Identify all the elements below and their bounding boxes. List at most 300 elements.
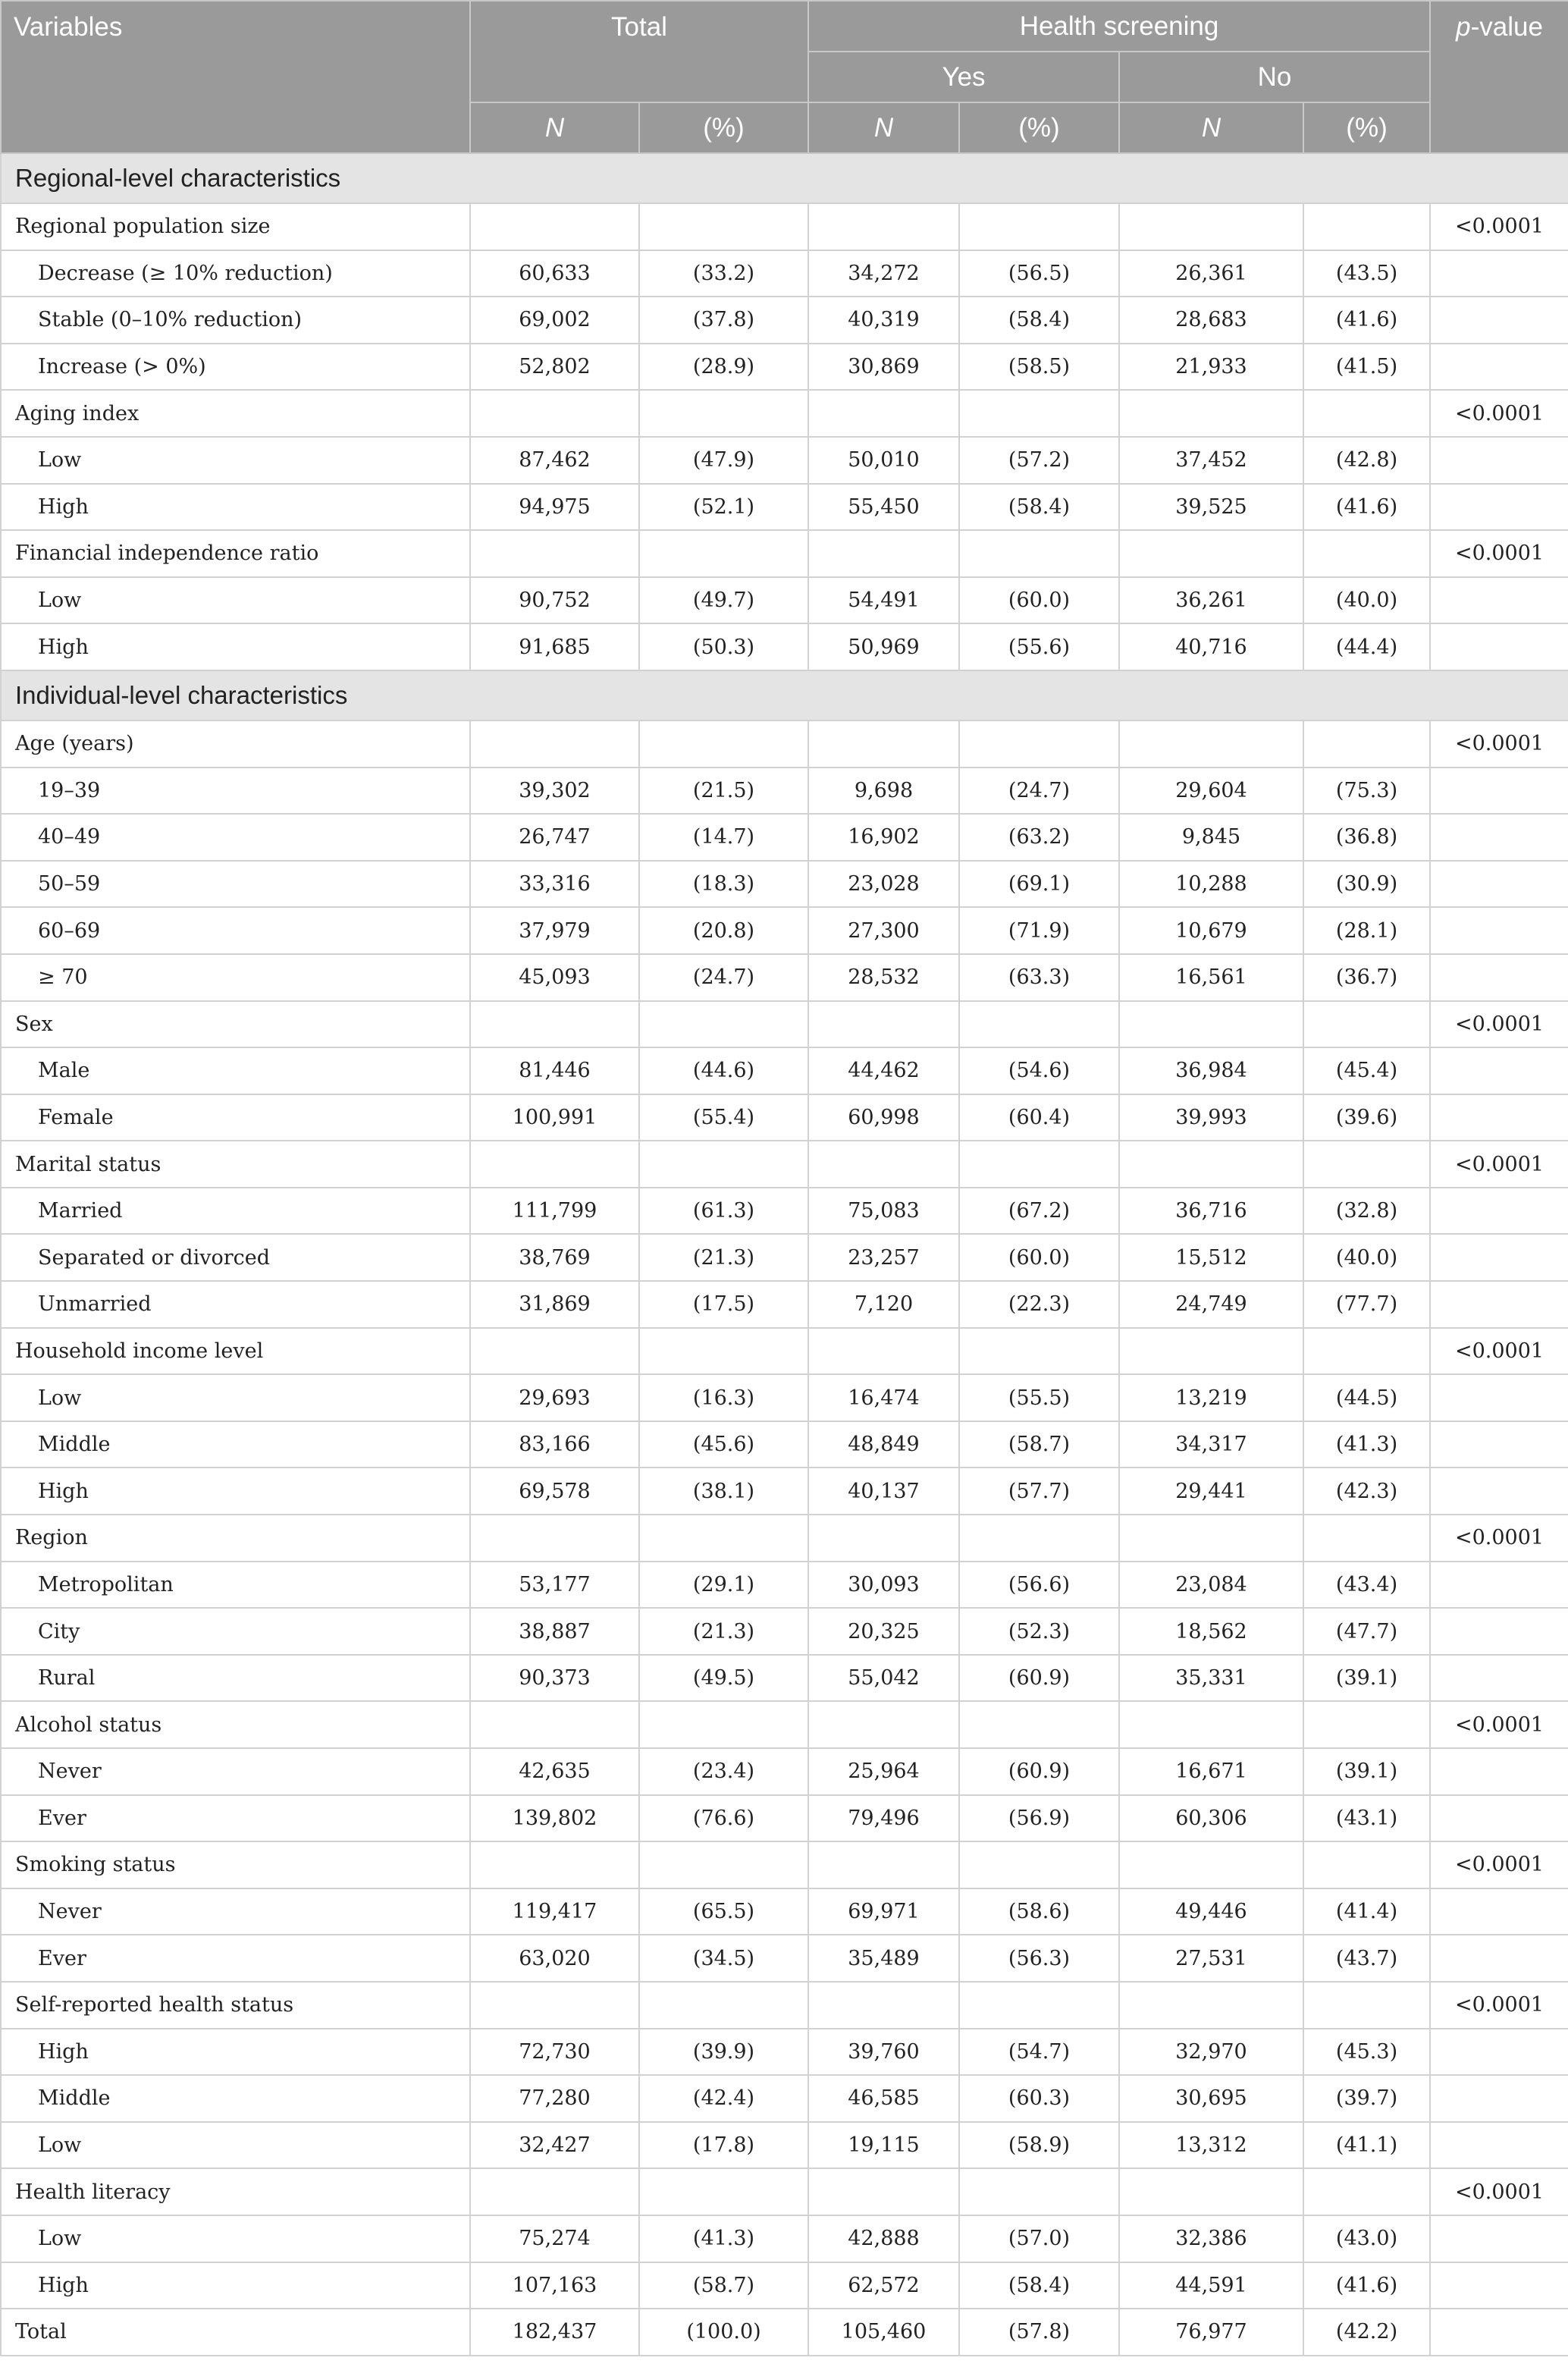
cell-yes-pct: (58.6)	[959, 1888, 1119, 1935]
cell-yes-n: 60,998	[808, 1094, 959, 1141]
cell-no-n: 60,306	[1119, 1795, 1303, 1842]
cell-total-pct: (24.7)	[639, 954, 808, 1001]
cell-total-pct: (44.6)	[639, 1047, 808, 1094]
table-row	[1, 2215, 1568, 2262]
row-label: Increase (> 0%)	[1, 344, 470, 391]
cell-p-value	[1430, 1935, 1568, 1982]
cell-total-n: 39,302	[470, 768, 639, 815]
cell-yes-n: 42,888	[808, 2215, 959, 2262]
row-label: Unmarried	[1, 1281, 470, 1328]
cell-p-value: <0.0001	[1430, 530, 1568, 577]
row-label: 19–39	[1, 768, 470, 815]
cell-no-pct: (45.3)	[1303, 2029, 1430, 2076]
cell-no-pct: (45.4)	[1303, 1047, 1430, 1094]
cell-yes-n: 16,474	[808, 1374, 959, 1421]
row-label: Low	[1, 577, 470, 624]
table-row	[1, 768, 1568, 815]
cell-p-value: <0.0001	[1430, 720, 1568, 768]
cell-total-n: 90,373	[470, 1655, 639, 1702]
cell-total-pct	[639, 530, 808, 577]
variable-row	[1, 2168, 1568, 2215]
cell-total-n	[470, 1141, 639, 1188]
cell-no-n: 40,716	[1119, 623, 1303, 670]
row-label: Metropolitan	[1, 1562, 470, 1609]
cell-yes-n: 28,532	[808, 954, 959, 1001]
cell-p-value	[1430, 1234, 1568, 1281]
cell-no-pct	[1303, 2168, 1430, 2215]
cell-no-n: 34,317	[1119, 1421, 1303, 1468]
cell-yes-pct: (54.6)	[959, 1047, 1119, 1094]
cell-yes-n	[808, 1982, 959, 2029]
table-row	[1, 1888, 1568, 1935]
cell-p-value	[1430, 1655, 1568, 1702]
variable-label: Smoking status	[1, 1841, 470, 1888]
table-row	[1, 2262, 1568, 2309]
cell-p-value	[1430, 437, 1568, 484]
cell-p-value	[1430, 1421, 1568, 1468]
cell-yes-pct: (60.0)	[959, 577, 1119, 624]
table-row	[1, 344, 1568, 391]
cell-total-n: 63,020	[470, 1935, 639, 1982]
cell-total-pct: (21.3)	[639, 1608, 808, 1655]
cell-no-pct: (41.4)	[1303, 1888, 1430, 1935]
cell-yes-n: 40,319	[808, 297, 959, 344]
cell-yes-n	[808, 530, 959, 577]
table-row	[1, 623, 1568, 670]
variable-label: Household income level	[1, 1328, 470, 1375]
cell-yes-pct: (24.7)	[959, 768, 1119, 815]
cell-yes-n: 16,902	[808, 814, 959, 861]
cell-total-pct: (23.4)	[639, 1748, 808, 1795]
cell-p-value	[1430, 2215, 1568, 2262]
cell-no-n: 27,531	[1119, 1935, 1303, 1982]
row-label: Middle	[1, 2075, 470, 2122]
variable-label: Sex	[1, 1001, 470, 1048]
cell-total-pct	[639, 203, 808, 250]
cell-yes-n	[808, 1841, 959, 1888]
cell-no-pct: (43.0)	[1303, 2215, 1430, 2262]
cell-no-pct: (40.0)	[1303, 577, 1430, 624]
cell-yes-n: 30,869	[808, 344, 959, 391]
cell-p-value: <0.0001	[1430, 1515, 1568, 1562]
p-value-header: p-value	[1430, 1, 1568, 153]
cell-no-n: 35,331	[1119, 1655, 1303, 1702]
cell-yes-pct	[959, 390, 1119, 437]
cell-no-n: 10,288	[1119, 861, 1303, 908]
cell-no-n: 36,716	[1119, 1188, 1303, 1235]
row-label: ≥ 70	[1, 954, 470, 1001]
cell-total-n	[470, 1001, 639, 1048]
cell-yes-pct: (56.9)	[959, 1795, 1119, 1842]
cell-yes-pct	[959, 720, 1119, 768]
table-row	[1, 437, 1568, 484]
section-row	[1, 153, 1568, 203]
cell-total-n: 52,802	[470, 344, 639, 391]
cell-total-n: 69,578	[470, 1468, 639, 1515]
cell-yes-n: 55,042	[808, 1655, 959, 1702]
cell-no-n: 36,984	[1119, 1047, 1303, 1094]
variable-row	[1, 530, 1568, 577]
cell-total-n: 107,163	[470, 2262, 639, 2309]
cell-total-n	[470, 720, 639, 768]
cell-no-pct: (32.8)	[1303, 1188, 1430, 1235]
cell-p-value	[1430, 1188, 1568, 1235]
cell-yes-n	[808, 1328, 959, 1375]
cell-yes-pct: (60.9)	[959, 1748, 1119, 1795]
cell-no-n	[1119, 2168, 1303, 2215]
cell-no-n	[1119, 530, 1303, 577]
cell-total-n	[470, 530, 639, 577]
cell-p-value	[1430, 2029, 1568, 2076]
yes-n-header: N	[808, 102, 959, 153]
cell-yes-n	[808, 1141, 959, 1188]
cell-yes-n: 7,120	[808, 1281, 959, 1328]
cell-no-pct: (41.6)	[1303, 484, 1430, 531]
cell-yes-n	[808, 2168, 959, 2215]
row-label: Low	[1, 2122, 470, 2169]
cell-yes-n: 50,010	[808, 437, 959, 484]
cell-total-n: 32,427	[470, 2122, 639, 2169]
cell-yes-n: 46,585	[808, 2075, 959, 2122]
variable-row	[1, 1982, 1568, 2029]
table-row	[1, 1047, 1568, 1094]
cell-yes-pct	[959, 1701, 1119, 1748]
cell-no-pct	[1303, 390, 1430, 437]
variable-row	[1, 203, 1568, 250]
total-row	[1, 2309, 1568, 2356]
cell-total-pct: (18.3)	[639, 861, 808, 908]
cell-yes-n: 79,496	[808, 1795, 959, 1842]
table-row	[1, 1608, 1568, 1655]
cell-no-n	[1119, 1841, 1303, 1888]
cell-yes-pct: (55.6)	[959, 623, 1119, 670]
cell-total-n: 37,979	[470, 907, 639, 954]
cell-total-n: 94,975	[470, 484, 639, 531]
cell-total-n: 42,635	[470, 1748, 639, 1795]
cell-no-n	[1119, 390, 1303, 437]
cell-yes-n: 20,325	[808, 1608, 959, 1655]
row-label: Married	[1, 1188, 470, 1235]
cell-no-pct	[1303, 203, 1430, 250]
cell-p-value	[1430, 1047, 1568, 1094]
cell-total-pct	[639, 1328, 808, 1375]
cell-total-pct: (76.6)	[639, 1795, 808, 1842]
cell-total-n	[470, 1515, 639, 1562]
cell-p-value	[1430, 1374, 1568, 1421]
row-label: 50–59	[1, 861, 470, 908]
cell-total-pct: (38.1)	[639, 1468, 808, 1515]
row-label: 60–69	[1, 907, 470, 954]
cell-yes-n	[808, 1515, 959, 1562]
cell-no-pct: (75.3)	[1303, 768, 1430, 815]
cell-total-pct: (14.7)	[639, 814, 808, 861]
cell-total-pct	[639, 1701, 808, 1748]
variable-row	[1, 1841, 1568, 1888]
cell-yes-pct: (22.3)	[959, 1281, 1119, 1328]
cell-p-value	[1430, 1281, 1568, 1328]
cell-p-value	[1430, 907, 1568, 954]
cell-yes-pct: (60.9)	[959, 1655, 1119, 1702]
cell-p-value: <0.0001	[1430, 1701, 1568, 1748]
cell-yes-n: 55,450	[808, 484, 959, 531]
cell-total-pct: (17.8)	[639, 2122, 808, 2169]
cell-yes-pct: (60.0)	[959, 1234, 1119, 1281]
variable-label: Health literacy	[1, 2168, 470, 2215]
cell-yes-n: 23,028	[808, 861, 959, 908]
cell-total-pct: (52.1)	[639, 484, 808, 531]
row-label: Total	[1, 2309, 470, 2356]
cell-p-value	[1430, 2075, 1568, 2122]
cell-no-pct	[1303, 1328, 1430, 1375]
cell-yes-pct: (56.6)	[959, 1562, 1119, 1609]
cell-no-pct	[1303, 1001, 1430, 1048]
cell-no-n: 13,312	[1119, 2122, 1303, 2169]
table-row	[1, 1468, 1568, 1515]
cell-total-pct	[639, 1515, 808, 1562]
cell-yes-pct: (57.2)	[959, 437, 1119, 484]
cell-no-pct: (41.6)	[1303, 297, 1430, 344]
cell-no-n: 76,977	[1119, 2309, 1303, 2356]
cell-no-n: 39,525	[1119, 484, 1303, 531]
variable-row	[1, 1328, 1568, 1375]
table-row	[1, 1748, 1568, 1795]
cell-total-n: 26,747	[470, 814, 639, 861]
cell-p-value	[1430, 2122, 1568, 2169]
cell-no-pct	[1303, 1141, 1430, 1188]
cell-no-n: 10,679	[1119, 907, 1303, 954]
cell-total-n: 182,437	[470, 2309, 639, 2356]
cell-no-n: 15,512	[1119, 1234, 1303, 1281]
cell-no-pct: (42.2)	[1303, 2309, 1430, 2356]
row-label: Ever	[1, 1935, 470, 1982]
cell-total-pct: (41.3)	[639, 2215, 808, 2262]
no-n-header: N	[1119, 102, 1303, 153]
cell-no-n	[1119, 203, 1303, 250]
cell-p-value	[1430, 1888, 1568, 1935]
row-label: City	[1, 1608, 470, 1655]
cell-no-pct: (41.1)	[1303, 2122, 1430, 2169]
cell-no-n	[1119, 1328, 1303, 1375]
cell-yes-n: 48,849	[808, 1421, 959, 1468]
cell-no-n	[1119, 720, 1303, 768]
table-row	[1, 1935, 1568, 1982]
cell-yes-pct	[959, 1982, 1119, 2029]
cell-p-value	[1430, 1094, 1568, 1141]
cell-p-value: <0.0001	[1430, 390, 1568, 437]
table-row	[1, 1374, 1568, 1421]
cell-yes-pct: (57.8)	[959, 2309, 1119, 2356]
cell-yes-pct: (56.5)	[959, 250, 1119, 297]
cell-no-n	[1119, 1701, 1303, 1748]
total-pct-header: (%)	[639, 102, 808, 153]
row-label: Female	[1, 1094, 470, 1141]
row-label: Middle	[1, 1421, 470, 1468]
table-row	[1, 1281, 1568, 1328]
table-row	[1, 250, 1568, 297]
cell-total-n: 139,802	[470, 1795, 639, 1842]
cell-total-pct	[639, 1982, 808, 2029]
cell-no-n: 9,845	[1119, 814, 1303, 861]
cell-no-pct: (43.4)	[1303, 1562, 1430, 1609]
cell-p-value: <0.0001	[1430, 2168, 1568, 2215]
cell-no-pct: (42.8)	[1303, 437, 1430, 484]
cell-yes-pct: (71.9)	[959, 907, 1119, 954]
variable-row	[1, 1515, 1568, 1562]
cell-yes-n: 19,115	[808, 2122, 959, 2169]
cell-yes-pct	[959, 2168, 1119, 2215]
cell-total-n: 83,166	[470, 1421, 639, 1468]
row-label: High	[1, 2262, 470, 2309]
cell-yes-pct	[959, 1001, 1119, 1048]
cell-no-pct: (41.6)	[1303, 2262, 1430, 2309]
cell-total-pct: (34.5)	[639, 1935, 808, 1982]
row-label: Stable (0–10% reduction)	[1, 297, 470, 344]
cell-yes-n	[808, 1001, 959, 1048]
section-row	[1, 670, 1568, 720]
cell-yes-n	[808, 720, 959, 768]
cell-total-n: 81,446	[470, 1047, 639, 1094]
cell-no-pct: (43.1)	[1303, 1795, 1430, 1842]
cell-total-pct: (20.8)	[639, 907, 808, 954]
cell-total-n	[470, 1982, 639, 2029]
cell-p-value	[1430, 484, 1568, 531]
cell-no-pct	[1303, 1701, 1430, 1748]
table-row	[1, 814, 1568, 861]
row-label: Never	[1, 1888, 470, 1935]
row-label: Male	[1, 1047, 470, 1094]
cell-yes-n: 39,760	[808, 2029, 959, 2076]
cell-total-pct: (42.4)	[639, 2075, 808, 2122]
cell-no-pct: (39.7)	[1303, 2075, 1430, 2122]
cell-no-pct: (44.4)	[1303, 623, 1430, 670]
row-label: High	[1, 623, 470, 670]
variable-row	[1, 1141, 1568, 1188]
cell-total-pct	[639, 390, 808, 437]
row-label: Decrease (≥ 10% reduction)	[1, 250, 470, 297]
cell-yes-n: 54,491	[808, 577, 959, 624]
cell-no-n: 16,561	[1119, 954, 1303, 1001]
cell-no-pct	[1303, 1515, 1430, 1562]
cell-total-n: 38,887	[470, 1608, 639, 1655]
cell-total-pct: (37.8)	[639, 297, 808, 344]
cell-p-value	[1430, 861, 1568, 908]
cell-p-value	[1430, 1608, 1568, 1655]
cell-total-pct: (21.5)	[639, 768, 808, 815]
cell-no-n: 28,683	[1119, 297, 1303, 344]
table-row	[1, 1188, 1568, 1235]
cell-total-n	[470, 2168, 639, 2215]
cell-yes-n	[808, 203, 959, 250]
table-row	[1, 861, 1568, 908]
cell-total-n: 45,093	[470, 954, 639, 1001]
cell-no-pct: (44.5)	[1303, 1374, 1430, 1421]
cell-total-pct	[639, 1141, 808, 1188]
cell-p-value	[1430, 623, 1568, 670]
yes-pct-header: (%)	[959, 102, 1119, 153]
cell-no-n	[1119, 1982, 1303, 2029]
table-row	[1, 1795, 1568, 1842]
cell-yes-pct: (58.4)	[959, 484, 1119, 531]
cell-no-pct: (40.0)	[1303, 1234, 1430, 1281]
cell-no-n: 32,970	[1119, 2029, 1303, 2076]
cell-yes-n: 105,460	[808, 2309, 959, 2356]
cell-yes-pct	[959, 1841, 1119, 1888]
cell-yes-n: 69,971	[808, 1888, 959, 1935]
variable-row	[1, 390, 1568, 437]
cell-p-value	[1430, 577, 1568, 624]
cell-total-n: 90,752	[470, 577, 639, 624]
cell-p-value	[1430, 768, 1568, 815]
cell-total-n: 69,002	[470, 297, 639, 344]
section-heading: Individual-level characteristics	[1, 670, 1568, 720]
cell-p-value	[1430, 2309, 1568, 2356]
table-row	[1, 2029, 1568, 2076]
cell-total-pct: (55.4)	[639, 1094, 808, 1141]
cell-total-n: 77,280	[470, 2075, 639, 2122]
cell-no-n: 37,452	[1119, 437, 1303, 484]
cell-no-n: 16,671	[1119, 1748, 1303, 1795]
cell-yes-pct: (54.7)	[959, 2029, 1119, 2076]
cell-p-value	[1430, 954, 1568, 1001]
cell-yes-pct: (57.7)	[959, 1468, 1119, 1515]
cell-yes-n	[808, 390, 959, 437]
cell-p-value	[1430, 1562, 1568, 1609]
cell-total-n: 87,462	[470, 437, 639, 484]
cell-total-pct: (45.6)	[639, 1421, 808, 1468]
variables-header: Variables	[1, 1, 470, 153]
variable-label: Self-reported health status	[1, 1982, 470, 2029]
cell-yes-pct	[959, 530, 1119, 577]
cell-no-n: 24,749	[1119, 1281, 1303, 1328]
row-label: 40–49	[1, 814, 470, 861]
cell-total-pct: (100.0)	[639, 2309, 808, 2356]
cell-total-pct	[639, 1841, 808, 1888]
cell-total-pct: (47.9)	[639, 437, 808, 484]
row-label: Rural	[1, 1655, 470, 1702]
cell-yes-pct: (58.7)	[959, 1421, 1119, 1468]
cell-total-pct: (21.3)	[639, 1234, 808, 1281]
cell-yes-pct: (52.3)	[959, 1608, 1119, 1655]
cell-total-pct: (33.2)	[639, 250, 808, 297]
cell-no-pct	[1303, 720, 1430, 768]
section-heading: Regional-level characteristics	[1, 153, 1568, 203]
cell-yes-pct: (60.4)	[959, 1094, 1119, 1141]
table-row	[1, 2122, 1568, 2169]
cell-p-value	[1430, 297, 1568, 344]
cell-no-pct	[1303, 1982, 1430, 2029]
cell-p-value	[1430, 344, 1568, 391]
row-label: Ever	[1, 1795, 470, 1842]
cell-total-pct: (49.7)	[639, 577, 808, 624]
table-body	[1, 153, 1568, 2356]
no-header: No	[1119, 52, 1430, 102]
cell-no-pct: (77.7)	[1303, 1281, 1430, 1328]
cell-no-n	[1119, 1001, 1303, 1048]
cell-no-pct	[1303, 1841, 1430, 1888]
row-label: Never	[1, 1748, 470, 1795]
cell-no-n	[1119, 1515, 1303, 1562]
variable-label: Age (years)	[1, 720, 470, 768]
cell-yes-pct: (63.3)	[959, 954, 1119, 1001]
cell-p-value: <0.0001	[1430, 1141, 1568, 1188]
cell-p-value	[1430, 1468, 1568, 1515]
cell-no-n: 44,591	[1119, 2262, 1303, 2309]
table-row	[1, 484, 1568, 531]
cell-yes-n: 34,272	[808, 250, 959, 297]
row-label: High	[1, 484, 470, 531]
table-row	[1, 1234, 1568, 1281]
cell-no-n: 49,446	[1119, 1888, 1303, 1935]
